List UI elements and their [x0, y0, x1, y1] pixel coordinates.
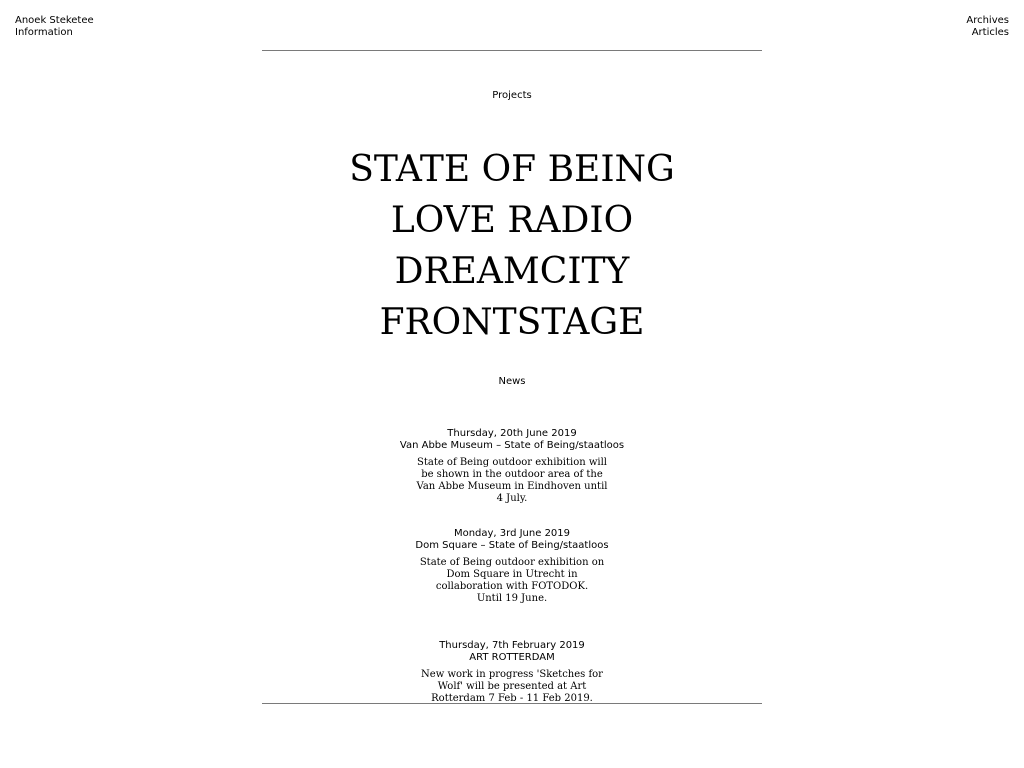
project-item [262, 297, 762, 348]
news-item [262, 428, 762, 505]
header-nav-right [966, 15, 1009, 39]
header-nav-left [15, 15, 94, 39]
archives-link[interactable]: Archives [966, 15, 1009, 26]
bottom-divider [262, 703, 762, 704]
projects-list [262, 144, 762, 348]
news-heading: News [498, 376, 526, 387]
projects-heading: Projects [492, 90, 532, 101]
news-body: State of Being outdoor exhibition will be shown in the outdoor area of the Van Abbe Museum in Eindhoven until 4 July. [416, 457, 608, 504]
news-body: New work in progress 'Sketches for Wolf' will be presented at Art Rotterdam 7 Feb - 11 Feb 2019. [421, 669, 603, 703]
project-item [262, 195, 762, 246]
news-item [262, 640, 762, 703]
project-link-frontstage[interactable]: FRONTSTAGE [379, 302, 645, 343]
news-title: Van Abbe Museum – State of Being/staatloos [399, 440, 625, 451]
project-link-love-radio[interactable]: LOVE RADIO [390, 200, 634, 241]
information-link[interactable]: Information [15, 27, 73, 38]
news-date: Thursday, 20th June 2019 [447, 428, 577, 439]
project-item [262, 246, 762, 297]
articles-link[interactable]: Articles [971, 27, 1009, 38]
news-date: Monday, 3rd June 2019 [453, 528, 571, 539]
main-scroll-area[interactable] [262, 51, 762, 703]
project-item [262, 144, 762, 195]
project-link-dreamcity[interactable]: DREAMCITY [394, 251, 630, 292]
site-name-link[interactable]: Anoek Steketee [15, 15, 94, 26]
news-item [262, 528, 762, 605]
news-title: Dom Square – State of Being/staatloos [415, 540, 609, 551]
news-date: Thursday, 7th February 2019 [439, 640, 585, 651]
project-link-state-of-being[interactable]: STATE OF BEING [349, 149, 675, 190]
news-body: State of Being outdoor exhibition on Dom Square in Utrecht in collaboration with FOTODOK. Until 19 June. [419, 557, 605, 604]
news-title: ART ROTTERDAM [469, 652, 555, 663]
